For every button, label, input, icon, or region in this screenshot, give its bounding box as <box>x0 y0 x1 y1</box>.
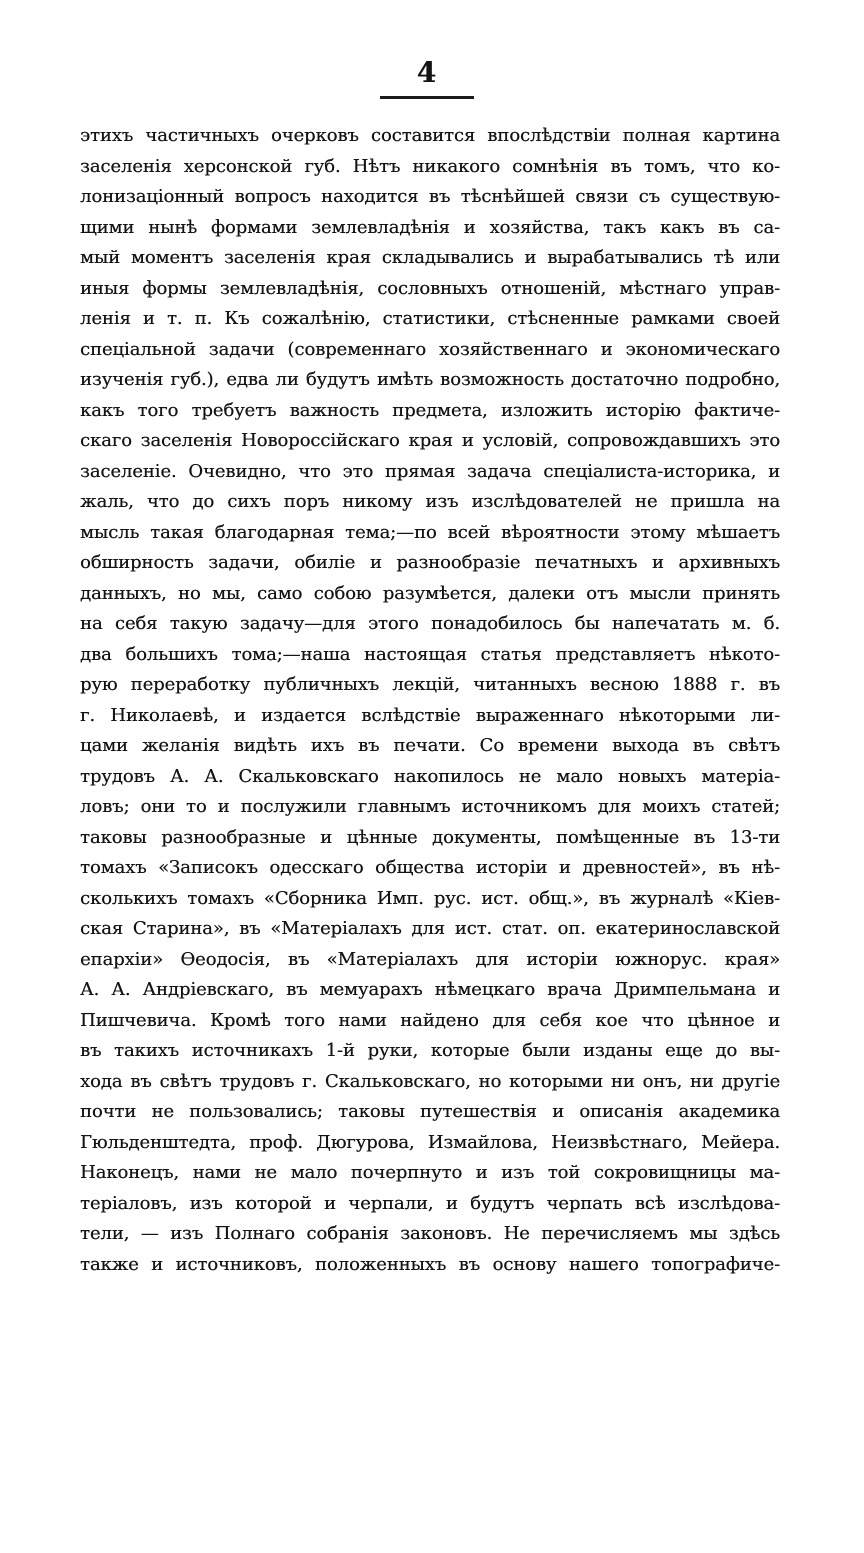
text-line: таковы разнообразные и цѣнные документы, помѣщенные въ 13-ти <box>80 826 780 848</box>
text-line: этихъ частичныхъ очерковъ составится впослѣдствіи полная картина <box>80 125 780 146</box>
text-line: Пишчевича. Кромѣ того нами найдено для себя кое что цѣнное и <box>80 1009 780 1031</box>
text-line: данныхъ, но мы, само собою разумѣется, далеки отъ мысли принять <box>80 582 780 604</box>
text-line: спеціальной задачи (современнаго хозяйственнаго и экономическаго <box>80 338 780 360</box>
text-line: томахъ «Записокъ одесскаго общества исторіи и древностей», въ нѣ- <box>80 857 780 878</box>
text-line: заселенія херсонской губ. Нѣтъ никакого сомнѣнія въ томъ, что ко- <box>80 155 780 177</box>
text-line: епархіи» Ѳеодосія, въ «Матеріалахъ для исторіи южнорус. края» <box>80 948 780 970</box>
text-line: А. А. Андріевскаго, въ мемуарахъ нѣмецкаго врача Дримпельмана и <box>80 979 780 1000</box>
text-line: обширность задачи, обиліе и разнообразіе печатныхъ и архивныхъ <box>80 552 780 573</box>
text-line: въ такихъ источникахъ 1-й руки, которые были изданы еще до вы- <box>80 1040 780 1061</box>
text-line: ловъ; они то и послужили главнымъ источникомъ для моихъ статей; <box>80 796 780 817</box>
page-number: 4 <box>416 56 438 89</box>
text-line: рую переработку публичныхъ лекцій, читанныхъ весною 1888 г. въ <box>80 674 780 695</box>
text-line: жаль, что до сихъ поръ никому изъ изслѣдователей не пришла на <box>80 491 780 512</box>
body-text <box>80 121 780 1280</box>
text-line: Гюльденштедта, проф. Дюгурова, Измайлова, Неизвѣстнаго, Мейера. <box>80 1131 780 1153</box>
text-line: г. Николаевѣ, и издается вслѣдствіе выраженнаго нѣкоторыми ли- <box>80 704 780 726</box>
text-line: Наконецъ, нами не мало почерпнуто и изъ той сокровищницы ма- <box>80 1162 780 1183</box>
text-line: заселеніе. Очевидно, что это прямая задача спеціалиста-историка, и <box>80 460 780 482</box>
text-line: трудовъ А. А. Скальковскаго накопилось не мало новыхъ матеріа- <box>80 765 780 787</box>
text-line: иныя формы землевладѣнія, сословныхъ отношеній, мѣстнаго управ- <box>80 277 780 299</box>
page-number-rule <box>380 96 474 99</box>
text-line: также и источниковъ, положенныхъ въ основу нашего топографиче- <box>80 1253 780 1275</box>
text-line: мый моментъ заселенія края складывались и вырабатывались тѣ или <box>80 247 780 268</box>
text-line: на себя такую задачу—для этого понадобилось бы напечатать м. б. <box>80 613 780 634</box>
text-line: почти не пользовались; таковы путешествія и описанія академика <box>80 1101 780 1122</box>
text-line: мысль такая благодарная тема;—по всей вѣроятности этому мѣшаетъ <box>80 521 780 543</box>
text-line: хода въ свѣтъ трудовъ г. Скальковскаго, но которыми ни онъ, ни другіе <box>80 1070 780 1092</box>
page-header <box>0 56 864 104</box>
text-line: цами желанія видѣть ихъ въ печати. Со времени выхода въ свѣтъ <box>80 735 780 756</box>
text-line: теріаловъ, изъ которой и черпали, и будутъ черпать всѣ изслѣдова- <box>80 1192 780 1214</box>
text-line: какъ того требуетъ важность предмета, изложить исторію фактиче- <box>80 399 780 421</box>
text-line: сколькихъ томахъ «Сборника Имп. рус. ист. общ.», въ журналѣ «Кіев- <box>80 887 780 909</box>
text-line: лонизаціонный вопросъ находится въ тѣснѣйшей связи съ существую- <box>80 186 780 207</box>
text-line: скаго заселенія Новороссійскаго края и условій, сопровождавшихъ это <box>80 430 780 451</box>
text-line: ленія и т. п. Къ сожалѣнію, статистики, стѣсненные рамками своей <box>80 308 780 329</box>
text-line: ская Старина», въ «Матеріалахъ для ист. стат. оп. екатеринославской <box>80 918 780 939</box>
text-line: два большихъ тома;—наша настоящая статья представляетъ нѣкото- <box>80 643 780 665</box>
text-line: щими нынѣ формами землевладѣнія и хозяйства, такъ какъ въ са- <box>80 216 780 238</box>
text-line: изученія губ.), едва ли будутъ имѣть возможность достаточно подробно, <box>80 369 780 390</box>
text-line: тели, — изъ Полнаго собранія законовъ. Не перечисляемъ мы здѣсь <box>80 1223 780 1244</box>
